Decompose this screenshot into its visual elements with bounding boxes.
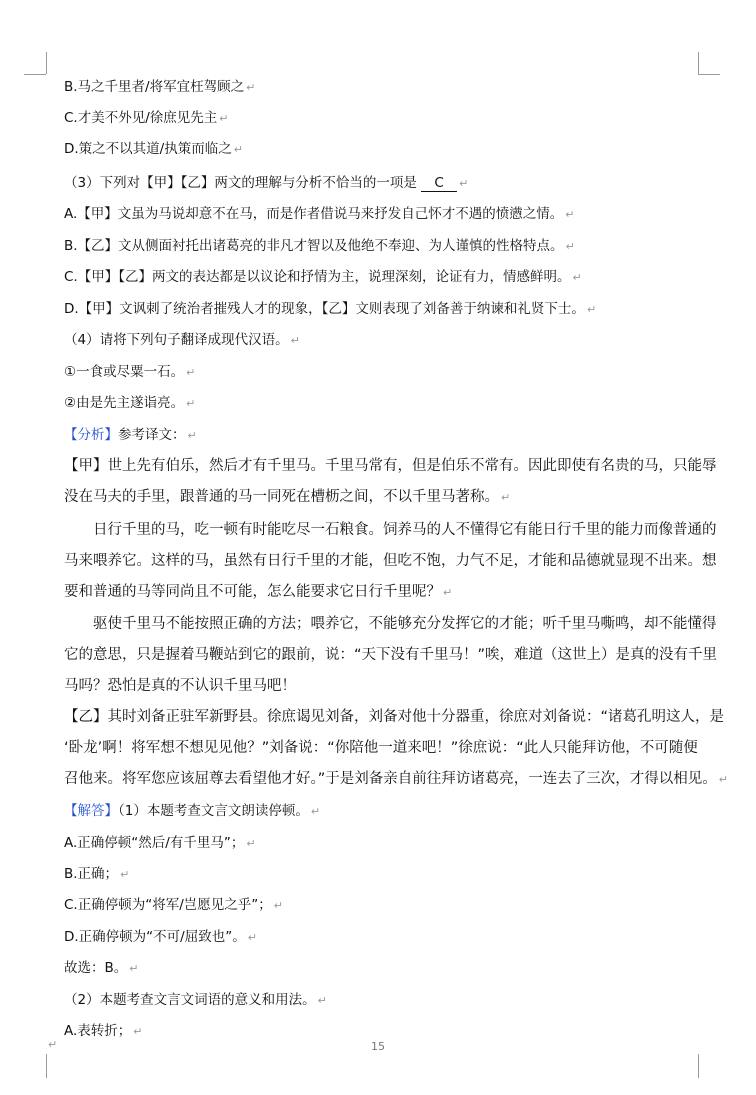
answer-blank: C: [421, 175, 457, 192]
sentence-1: ①一食或尽粟一石。 ↵: [64, 364, 196, 380]
crop-mark-top-left-h: [24, 74, 46, 75]
option-line: B.【乙】文从侧面衬托出诸葛亮的非凡才智以及他绝不奉迎、为人谨慎的性格特点。 ↵: [64, 238, 575, 254]
option-line: D.策之不以其道/执策而临之 ↵: [64, 141, 243, 157]
question-3: （3）下列对【甲】【乙】两文的理解与分析不恰当的一项是 C ↵: [64, 175, 469, 191]
option-line: C.【甲】【乙】两文的表达都是以议论和抒情为主，说理深刻，论证有力，情感鲜明。 ↵: [64, 269, 582, 285]
translation-jia-p2: 日行千里的马，吃一顿有时能吃尽一石粮食。饲养马的人不懂得它有能日行千里的能力而像普通的: [93, 522, 717, 538]
answer-label: 【解答】: [64, 803, 118, 819]
analysis-heading: 【分析】参考译文： ↵: [64, 427, 197, 443]
translation-jia-p3: 它的意思，只是握着马鞭站到它的跟前，说：“天下没有千里马！”唉，难道（这世上）是真的没有千里: [64, 647, 718, 663]
question-4: （4）请将下列句子翻译成现代汉语。 ↵: [64, 332, 300, 348]
crop-mark-bottom-right-v: [698, 1054, 699, 1078]
option-line: B.马之千里者/将军宜枉驾顾之 ↵: [64, 79, 256, 95]
answer-line: B.正确； ↵: [64, 866, 130, 882]
translation-jia-p2: 马来喂养它。这样的马，虽然有日行千里的才能，但吃不饱，力气不足，才能和品德就显现不出来。想: [64, 553, 717, 569]
answer-line: （2）本题考查文言文词语的意义和用法。 ↵: [64, 992, 327, 1008]
option-line: A.【甲】文虽为马说却意不在马，而是作者借说马来抒发自己怀才不遇的愤懑之情。 ↵: [64, 206, 575, 222]
crop-mark-top-right-h: [698, 74, 720, 75]
footer-paragraph-mark: ↵: [48, 1038, 58, 1051]
answer-line: 故选：B。 ↵: [64, 960, 139, 976]
answer-line: A.表转折； ↵: [64, 1023, 143, 1039]
translation-yi: ‘卧龙’啊！将军想不想见见他？”刘备说：“你陪他一道来吧！”徐庶说：“此人只能拜访他，不可随便: [64, 740, 698, 756]
crop-mark-top-right-v: [698, 52, 699, 74]
translation-jia: 没在马夫的手里，跟普通的马一同死在槽枥之间，不以千里马著称。 ↵: [64, 489, 511, 505]
crop-mark-bottom-left-v: [46, 1054, 47, 1078]
page-number: 15: [371, 1040, 385, 1053]
translation-jia-p3: 驱使千里马不能按照正确的方法；喂养它，不能够充分发挥它的才能；听千里马嘶鸣，却不能懂得: [93, 616, 717, 632]
answer-heading: 【解答】（1）本题考查文言文朗读停顿。 ↵: [64, 803, 321, 819]
answer-line: A.正确停顿“然后/有千里马”； ↵: [64, 835, 256, 851]
answer-line: C.正确停顿为“将军/岂愿见之乎”； ↵: [64, 897, 283, 913]
translation-jia-p2: 要和普通的马等同尚且不可能，怎么能要求它日行千里呢？ ↵: [64, 584, 453, 600]
option-line: C.才美不外见/徐庶见先主 ↵: [64, 110, 229, 126]
translation-yi: 【乙】其时刘备正驻军新野县。徐庶谒见刘备，刘备对他十分器重，徐庶对刘备说：“诸葛孔明这人，是: [64, 709, 725, 725]
analysis-label: 【分析】: [64, 427, 118, 443]
answer-line: D.正确停顿为“不可/屈致也”。 ↵: [64, 929, 257, 945]
crop-mark-top-left-v: [46, 52, 47, 74]
sentence-2: ②由是先主遂诣亮。 ↵: [64, 395, 196, 411]
option-line: D.【甲】文讽刺了统治者摧残人才的现象，【乙】文则表现了刘备善于纳谏和礼贤下士。 ↵: [64, 301, 597, 317]
translation-jia: 【甲】世上先有伯乐，然后才有千里马。千里马常有，但是伯乐不常有。因此即使有名贵的马，只能辱: [64, 458, 717, 474]
translation-yi: 召他来。将军您应该屈尊去看望他才好。”于是刘备亲自前往拜访诸葛亮，一连去了三次，才得以相见。 ↵: [64, 771, 728, 787]
translation-jia-p3: 马吗？恐怕是真的不认识千里马吧！: [64, 678, 296, 694]
